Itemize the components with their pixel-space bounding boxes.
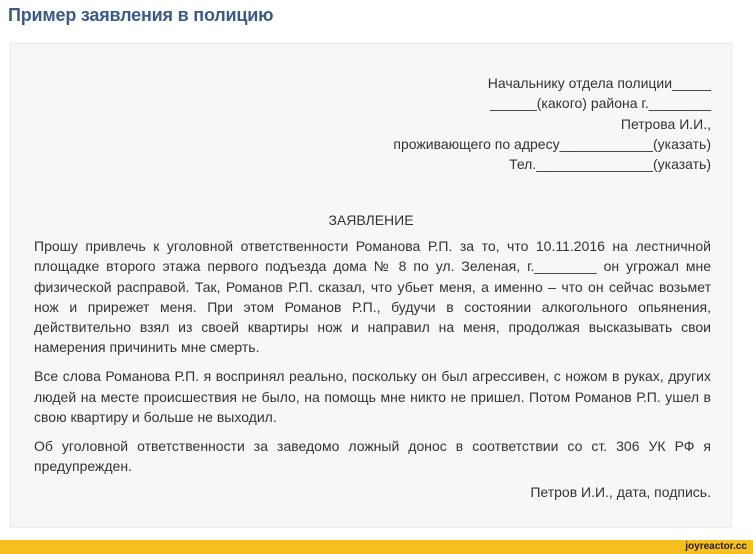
header-line: Начальнику отдела полиции_____ [487,75,711,91]
body-paragraph: Прошу привлечь к уголовной ответственности Романова Р.П. за то, что 10.11.2016 на лестничной площадке второго этажа первого подъезда дома № 8 по ул. Зеленая, г.________ он угрожал мне физической расправой. Так, Романов Р.П. сказал, что убьет меня, а именно – что он сейчас возьмет нож и прирежет меня. При этом Романов Р.П., будучи в состоянии алкогольного опьянения, действительно взял из своей квартиры нож и направил на меня, продолжая высказывать свои намерения причинить мне смерть. [34,238,711,356]
header-line: ______(какого) района г.________ [490,95,711,112]
header-line: Петрова И.И., [620,115,711,132]
document-heading: ЗАЯВЛЕНИЕ [328,212,414,228]
addressee-block [211,73,711,174]
header-line: Тел._______________(указать) [509,156,711,173]
header-line: проживающего по адресу____________(указать) [393,135,711,152]
document-card [10,43,732,528]
page-title: Пример заявления в полицию [8,5,274,25]
body-paragraph: Об уголовной ответственности за заведомо ложный донос в соответствии со ст. 306 УК РФ я предупрежден. [34,437,711,474]
body-paragraph: Все слова Романова Р.П. я воспринял реально, поскольку он был агрессивен, с ножом в руках, других людей на месте происшествия не было, на помощь мне никто не пришел. Потом Романов Р.П. ушел в свою квартиру и больше не выходил. [34,368,711,425]
signature-line: Петров И.И., дата, подпись. [530,484,711,500]
watermark-link[interactable]: joyreactor.cc [685,541,747,552]
footer-bar [0,540,753,554]
document-body [34,236,711,485]
